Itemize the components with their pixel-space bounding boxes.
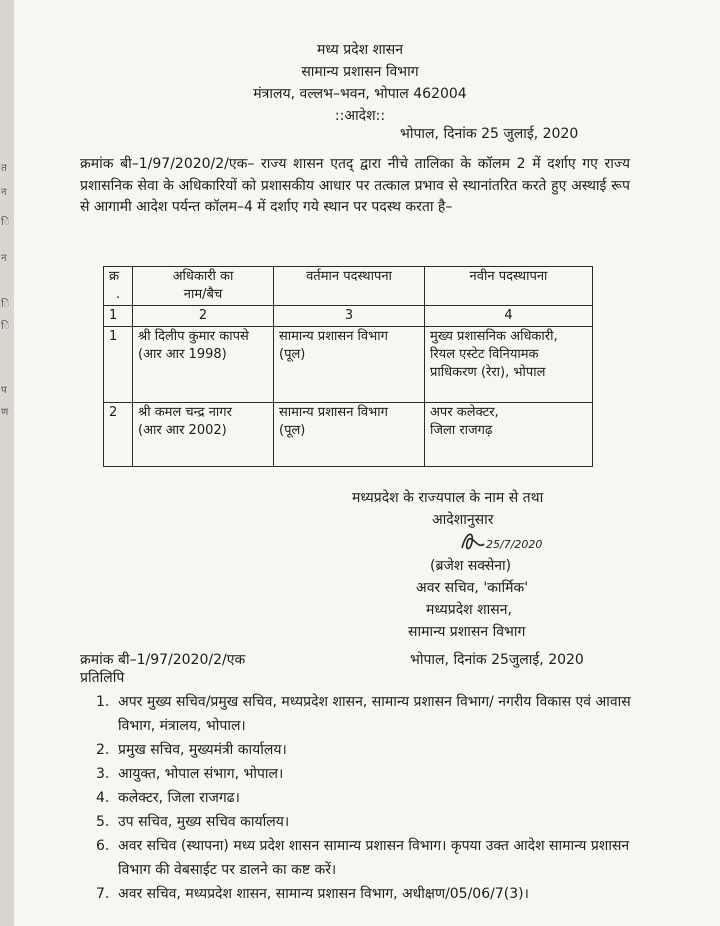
list-item: 4. कलेक्टर, जिला राजगढ।: [96, 790, 240, 806]
margin-fragment: ि: [1, 217, 10, 228]
order-title: ::आदेश::: [334, 108, 386, 124]
new-posting-cell: मुख्य प्रशासनिक अधिकारी, रियल एस्टेट विनियामक प्राधिकरण (रेरा), भोपाल: [425, 327, 593, 403]
signature-date: 25/7/2020: [486, 538, 543, 551]
header-dept: सामान्य प्रशासन विभाग: [301, 64, 419, 80]
copy-list: [96, 690, 636, 906]
margin-fragment: त: [1, 163, 7, 174]
header-cell: क्र .: [104, 267, 133, 306]
intro-paragraph: क्रमांक बी–1/97/2020/2/एक– राज्य शासन एतद् द्वारा नीचे तालिका के कॉलम 2 में दर्शाए गए राज्य प्रशासनिक सेवा के अधिकारियों को प्रशासकीय आधार पर तत्काल प्रभाव से स्थानांतरित करते हुए अस्थाई रूप से आगामी आदेश पर्यन्त कॉलम–4 में दर्शाए गये स्थान पर पदस्थ करता है–: [80, 156, 630, 215]
signatory-name: (ब्रजेश सक्सेना): [430, 558, 512, 574]
table-header-row: [104, 267, 593, 306]
header-address: मंत्रालय, वल्लभ–भवन, भोपाल 462004: [253, 86, 467, 102]
column-number: 2: [133, 306, 274, 327]
serial-cell: 2: [104, 403, 133, 467]
margin-fragment: न: [1, 253, 7, 264]
column-number: 3: [274, 306, 425, 327]
list-item: 1. अपर मुख्य सचिव/प्रमुख सचिव, मध्यप्रदेश शासन, सामान्य प्रशासन विभाग/ नगरीय विकास एवं आवास विभाग, मंत्रालय, भोपाल।: [96, 694, 631, 734]
signatory-office: मध्यप्रदेश शासन,: [426, 602, 512, 618]
current-posting-cell: सामान्य प्रशासन विभाग (पूल): [274, 403, 425, 467]
header-cell: अधिकारी का नाम/बैच: [133, 267, 274, 306]
list-item: 2. प्रमुख सचिव, मुख्यमंत्री कार्यालय।: [96, 742, 287, 758]
serial-cell: 1: [104, 327, 133, 403]
list-item: 6. अवर सचिव (स्थापना) मध्य प्रदेश शासन सामान्य प्रशासन विभाग। कृपया उक्त आदेश सामान्य प्रशासन विभाग की वेबसाईट पर डालने का कष्ट करें।: [96, 838, 630, 878]
margin-fragment: ण: [1, 407, 9, 418]
signature: [458, 528, 568, 556]
table-row: [104, 403, 593, 467]
officer-cell: श्री कमल चन्द्र नागर (आर आर 2002): [133, 403, 274, 467]
column-number: 1: [104, 306, 133, 327]
column-number-row: [104, 306, 593, 327]
copy-reference: क्रमांक बी–1/97/2020/2/एक: [80, 652, 246, 668]
margin-fragment: ि: [1, 299, 10, 310]
order-date: भोपाल, दिनांक 25 जुलाई, 2020: [400, 126, 579, 142]
table-row: [104, 327, 593, 403]
transfer-table: [103, 266, 593, 467]
column-number: 4: [425, 306, 593, 327]
officer-cell: श्री दिलीप कुमार कापसे (आर आर 1998): [133, 327, 274, 403]
margin-fragment: न: [1, 187, 7, 198]
margin-fragment: ि: [1, 321, 10, 332]
list-item: 5. उप सचिव, मुख्य सचिव कार्यालय।: [96, 814, 290, 830]
closing-line-1: मध्यप्रदेश के राज्यपाल के नाम से तथा: [352, 490, 544, 506]
header-cell: वर्तमान पदस्थापना: [274, 267, 425, 306]
signatory-designation: अवर सचिव, 'कार्मिक': [416, 580, 529, 596]
closing-line-2: आदेशानुसार: [432, 512, 494, 528]
list-item: 3. आयुक्त, भोपाल संभाग, भोपाल।: [96, 766, 284, 782]
copy-date: भोपाल, दिनांक 25जुलाई, 2020: [410, 652, 584, 668]
left-page-edge: [0, 0, 14, 926]
new-posting-cell: अपर कलेक्टर, जिला राजगढ़: [425, 403, 593, 467]
header-cell: नवीन पदस्थापना: [425, 267, 593, 306]
signatory-department: सामान्य प्रशासन विभाग: [408, 624, 526, 640]
margin-fragment: प: [1, 385, 7, 396]
copy-label: प्रतिलिपि: [80, 670, 125, 686]
header-govt: मध्य प्रदेश शासन: [317, 42, 403, 58]
current-posting-cell: सामान्य प्रशासन विभाग (पूल): [274, 327, 425, 403]
list-item: 7. अवर सचिव, मध्यप्रदेश शासन, सामान्य प्रशासन विभाग, अधीक्षण/05/06/7(3)।: [96, 886, 529, 902]
